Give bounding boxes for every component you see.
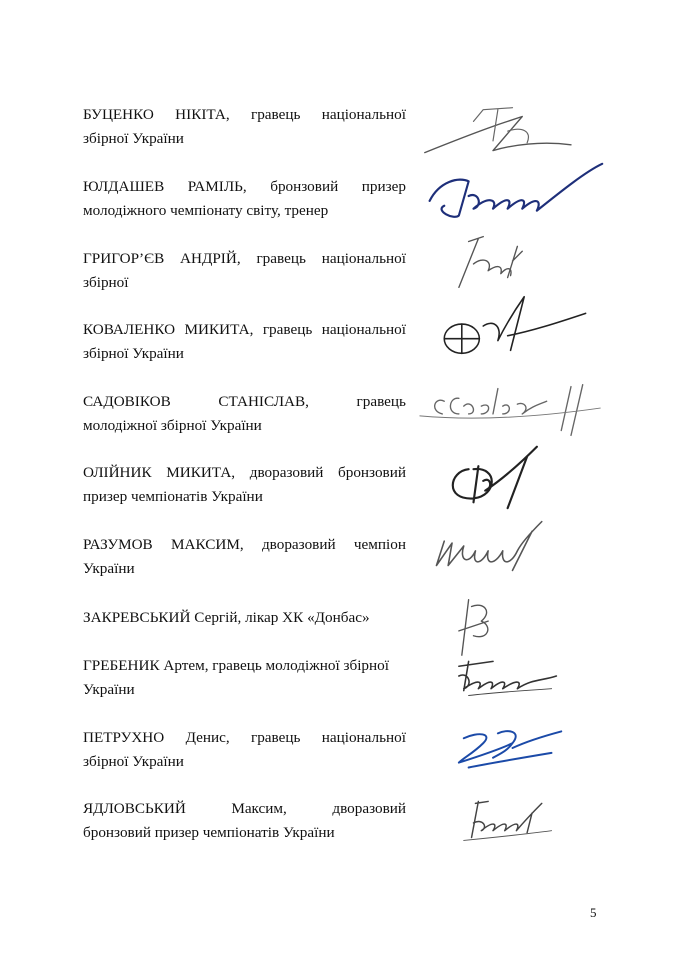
signature-image — [415, 375, 610, 447]
word: РАМІЛЬ, — [187, 178, 247, 195]
signature-image — [415, 640, 610, 712]
entry-first-line — [83, 606, 406, 630]
word: СТАНІСЛАВ, — [218, 393, 309, 410]
word: гравець — [262, 321, 313, 338]
word: Денис, — [185, 729, 230, 746]
entry-first-line — [83, 390, 406, 414]
signature-image — [415, 782, 610, 854]
word: МИКИТА, — [184, 321, 254, 338]
word: ЮЛДАШЕВ — [83, 178, 165, 195]
word: чемпіон — [353, 536, 406, 553]
word: ГРИГОР’ЄВ — [83, 250, 165, 267]
word: ЯДЛОВСЬКИЙ — [83, 800, 186, 817]
word: ОЛІЙНИК — [83, 464, 152, 481]
entry-second-line: збірної України — [83, 753, 184, 770]
word: національної — [321, 729, 406, 746]
entry-first-line — [83, 175, 406, 199]
entry-first-line — [83, 247, 406, 271]
word: САДОВІКОВ — [83, 393, 171, 410]
word: гравець — [256, 250, 306, 267]
entry-first-line — [83, 726, 406, 750]
signatory-entry — [83, 654, 406, 702]
signatory-entry — [83, 247, 406, 295]
word: РАЗУМОВ — [83, 536, 153, 553]
word: дворазовий — [261, 536, 336, 553]
entry-second-line: призер чемпіонатів України — [83, 488, 263, 505]
signatory-entry — [83, 797, 406, 845]
signatory-entry — [83, 461, 406, 509]
word: дворазовий — [332, 800, 406, 817]
word: ПЕТРУХНО — [83, 729, 165, 746]
entry-second-line: молодіжного чемпіонату світу, тренер — [83, 202, 329, 219]
entry-second-line: України — [83, 681, 135, 698]
word: ЗАКРЕВСЬКИЙ Сергій, лікар ХК «Донбас» — [83, 609, 370, 626]
signature-image — [415, 290, 610, 362]
entry-first-line — [83, 797, 406, 821]
word: гравець — [250, 106, 301, 123]
entry-second-line: молодіжної збірної України — [83, 417, 262, 434]
signature-image — [415, 440, 610, 512]
word: МАКСИМ, — [171, 536, 244, 553]
word: національної — [321, 321, 406, 338]
entry-first-line — [83, 461, 406, 485]
entry-second-line: збірної України — [83, 345, 184, 362]
signatory-entry — [83, 103, 406, 151]
word: бронзовий — [338, 464, 406, 481]
page-number: 5 — [590, 905, 597, 920]
signatory-entry — [83, 606, 406, 630]
signatory-entry — [83, 533, 406, 581]
word: НІКІТА, — [175, 106, 230, 123]
signatory-entry — [83, 318, 406, 366]
entry-second-line: бронзовий призер чемпіонатів України — [83, 824, 335, 841]
entry-first-line — [83, 318, 406, 342]
word: МИКИТА, — [166, 464, 236, 481]
word: КОВАЛЕНКО — [83, 321, 176, 338]
entry-second-line: збірної — [83, 274, 129, 291]
signature-image — [415, 510, 610, 582]
word: національної — [321, 106, 406, 123]
signature-image — [415, 225, 610, 297]
signatory-entry — [83, 390, 406, 438]
entry-first-line — [83, 103, 406, 127]
word: гравець — [356, 393, 406, 410]
word: гравець — [250, 729, 301, 746]
entry-first-line — [83, 654, 406, 678]
entry-first-line — [83, 533, 406, 557]
entry-second-line: збірної України — [83, 130, 184, 147]
entry-second-line: України — [83, 560, 135, 577]
word: АНДРІЙ, — [180, 250, 241, 267]
signature-image — [415, 160, 610, 232]
word: дворазовий — [249, 464, 324, 481]
word: призер — [361, 178, 406, 195]
word: національної — [321, 250, 406, 267]
word: Максим, — [231, 800, 287, 817]
word: БУЦЕНКО — [83, 106, 154, 123]
signatory-entry — [83, 726, 406, 774]
signature-image — [415, 712, 610, 784]
word: бронзовий — [270, 178, 339, 195]
word: ГРЕБЕНИК Артем, гравець молодіжної збірної — [83, 657, 389, 674]
signatory-entry — [83, 175, 406, 223]
